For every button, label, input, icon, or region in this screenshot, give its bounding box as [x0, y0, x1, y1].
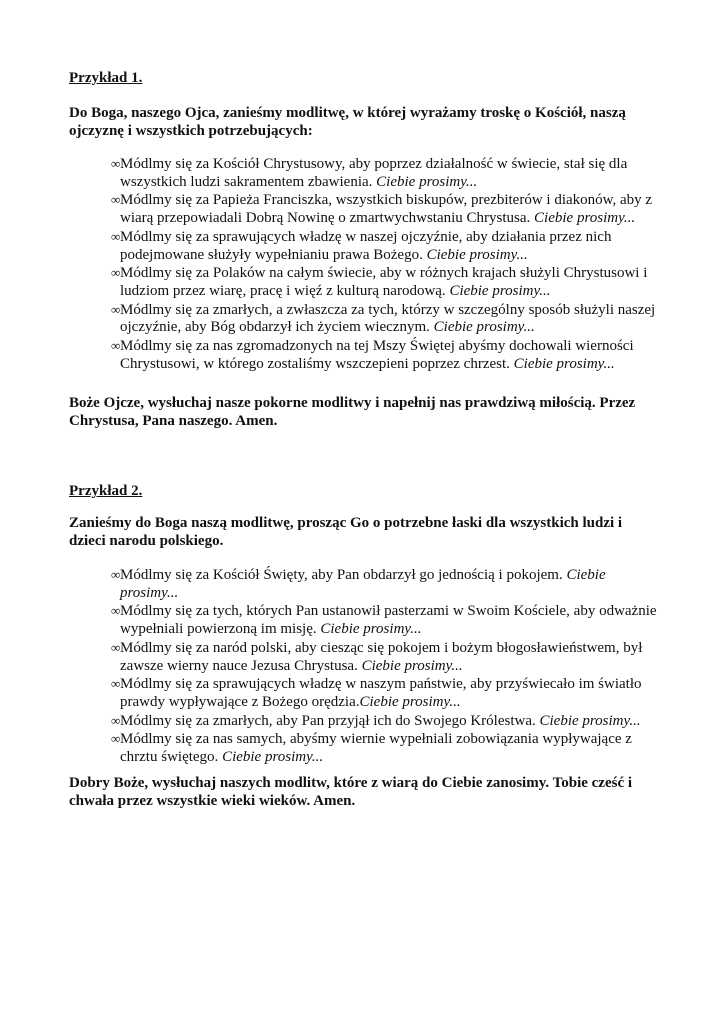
closing-prayer: Boże Ojcze, wysłuchaj nasze pokorne modlitwy i napełnij nas prawdziwą miłością. Przez Chrystusa, Pana naszego. Amen. — [69, 395, 636, 429]
petition-item — [69, 675, 659, 711]
infinity-bullet-icon: ∞ — [111, 731, 121, 747]
infinity-bullet-icon: ∞ — [111, 228, 121, 244]
example-heading: Przykład 1. — [69, 70, 143, 86]
petition-text: Módlmy się za Polaków na całym świecie, aby w różnych krajach służyli Chrystusowi i ludziom przez wiarę, pracę i więź z kulturą narodową. — [120, 265, 648, 299]
petition-response: Ciebie prosimy... — [359, 693, 461, 710]
infinity-bullet-icon: ∞ — [111, 676, 121, 692]
petition-item — [69, 730, 659, 766]
infinity-bullet-icon: ∞ — [111, 338, 121, 354]
petition-text: Módlmy się za zmarłych, aby Pan przyjął ich do Swojego Królestwa. — [120, 712, 540, 729]
example-heading: Przykład 2. — [69, 483, 143, 499]
petition-item — [69, 639, 659, 675]
petition-response: Ciebie prosimy... — [361, 657, 463, 674]
petition-text: Módlmy się za naród polski, aby ciesząc się pokojem i bożym błogosławieństwem, był zawsze wierny nauce Jezusa Chrystusa. — [120, 639, 643, 674]
petition-text: Módlmy się za nas samych, abyśmy wiernie wypełniali zobowiązania wypływające z chrztu świętego. — [120, 731, 632, 766]
petition-text: Módlmy się za tych, których Pan ustanowił pasterzami w Swoim Kościele, aby odważnie wypełniali powierzoną im misję. — [120, 603, 657, 638]
petition-text: Módlmy się za nas zgromadzonych na tej Mszy Świętej abyśmy dochowali wierności Chrystusowi, w którego zostaliśmy wszczepieni poprzez chrzest. — [120, 338, 634, 372]
petition-item — [69, 566, 659, 602]
example-2-intro-block — [69, 514, 659, 550]
petition-response: Ciebie prosimy... — [449, 282, 551, 299]
example-1-intro-block — [69, 104, 659, 140]
petition-text: Módlmy się za Papieża Franciszka, wszystkich biskupów, prezbiterów i diakonów, aby z wiarą przepowiadali Dobrą Nowinę o zmartwychwstaniu Chrystusa. — [120, 192, 653, 227]
petition-item — [69, 264, 659, 300]
example-1-petitions — [69, 155, 659, 373]
example-2-petitions — [69, 566, 659, 767]
petition-text: Módlmy się za sprawujących władzę w naszej ojczyźnie, aby działania przez nich podejmowane służyły wypełnianiu prawa Bożego. — [120, 228, 612, 263]
example-intro: Zanieśmy do Boga naszą modlitwę, prosząc Go o potrzebne łaski dla wszystkich ludzi i dzieci narodu polskiego. — [69, 515, 623, 549]
petition-response: Ciebie prosimy... — [222, 749, 324, 766]
example-1-closing-block — [69, 394, 659, 430]
infinity-bullet-icon: ∞ — [111, 156, 121, 171]
infinity-bullet-icon: ∞ — [111, 567, 121, 582]
petition-item — [69, 301, 659, 337]
petition-text: Módlmy się za sprawujących władzę w naszym państwie, aby przyświecało im światło prawdy wypływające z Bożego orędzia. — [120, 676, 642, 710]
closing-prayer: Dobry Boże, wysłuchaj naszych modlitw, które z wiarą do Ciebie zanosimy. Tobie cześć i chwała przez wszystkie wieki wieków. Amen. — [69, 775, 633, 809]
petition-item — [69, 337, 659, 373]
petition-response: Ciebie prosimy... — [120, 567, 606, 601]
petition-response: Ciebie prosimy... — [539, 712, 641, 729]
petition-response: Ciebie prosimy... — [320, 621, 422, 638]
petition-item — [69, 712, 659, 731]
example-1 — [69, 68, 659, 88]
infinity-bullet-icon: ∞ — [111, 603, 121, 619]
petition-response: Ciebie prosimy... — [513, 355, 615, 372]
petition-list — [69, 155, 659, 373]
infinity-bullet-icon: ∞ — [111, 265, 121, 281]
petition-item — [69, 155, 659, 191]
infinity-bullet-icon: ∞ — [111, 192, 121, 208]
petition-response: Ciebie prosimy... — [426, 246, 528, 263]
petition-response: Ciebie prosimy... — [433, 319, 535, 336]
example-2-closing-block — [69, 774, 659, 810]
petition-response: Ciebie prosimy... — [376, 173, 478, 190]
petition-list — [69, 566, 659, 767]
petition-response: Ciebie prosimy... — [534, 210, 636, 227]
petition-text: Módlmy się za zmarłych, a zwłaszcza za tych, którzy w szczególny sposób służyli naszej ojczyźnie, aby Bóg obdarzył ich życiem wiecznym. — [120, 301, 656, 336]
infinity-bullet-icon: ∞ — [111, 712, 121, 728]
example-2 — [69, 481, 659, 501]
example-intro: Do Boga, naszego Ojca, zanieśmy modlitwę, w której wyrażamy troskę o Kościół, naszą ojczyznę i wszystkich potrzebujących: — [69, 105, 626, 139]
petition-item — [69, 228, 659, 264]
infinity-bullet-icon: ∞ — [111, 639, 121, 655]
infinity-bullet-icon: ∞ — [111, 301, 121, 317]
petition-text: Módlmy się za Kościół Chrystusowy, aby poprzez działalność w świecie, stał się dla wszystkich ludzi sakramentem zbawienia. — [120, 156, 628, 190]
petition-item — [69, 191, 659, 227]
petition-text: Módlmy się za Kościół Święty, aby Pan obdarzył go jednością i pokojem. — [120, 567, 567, 583]
petition-item — [69, 602, 659, 638]
